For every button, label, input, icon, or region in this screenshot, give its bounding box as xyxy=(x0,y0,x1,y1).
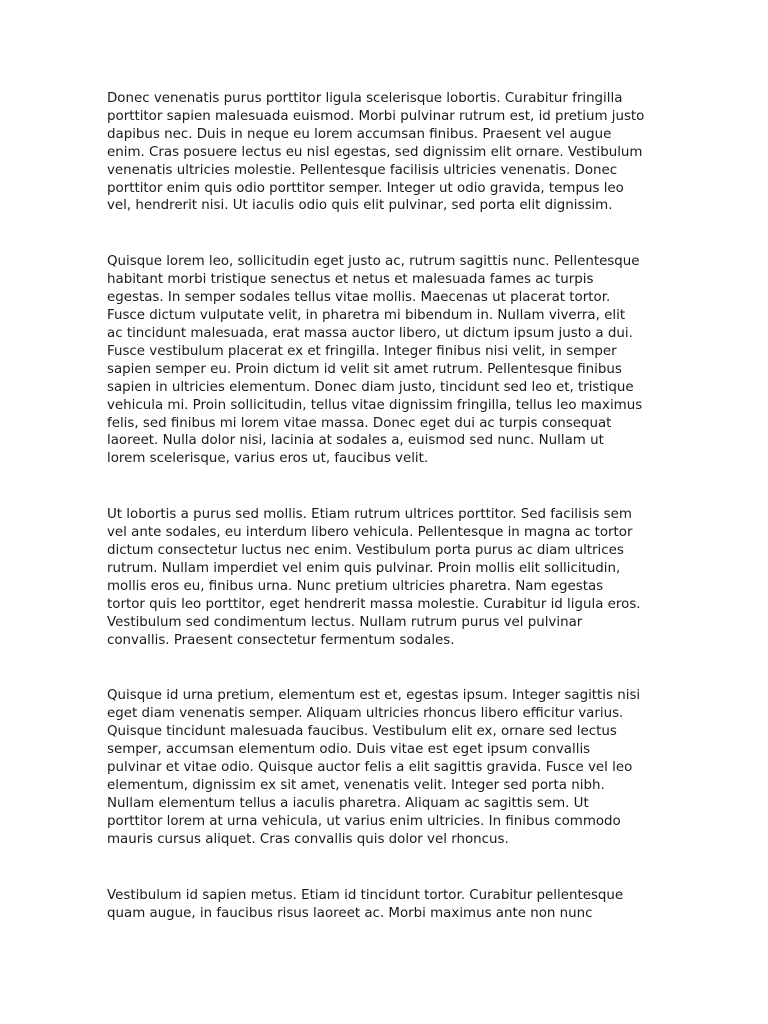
paragraph-4: Quisque id urna pretium, elementum est et, egestas ipsum. Integer sagittis nisi eget diam venenatis semper. Aliquam ultricies rhoncus libero efficitur varius. Quisque tincidunt malesuada faucibus. Vestibulum elit ex, ornare sed lectus semper, accumsan elementum odio. Duis vitae est eget ipsum convallis pulvinar et vitae odio. Quisque auctor felis a elit sagittis gravida. Fusce vel leo elementum, dignissim ex sit amet, venenatis velit. Integer sed porta nibh. Nullam elementum tellus a iaculis pharetra. Aliquam ac sagittis sem. Ut porttitor lorem at urna vehicula, ut varius enim ultricies. In finibus commodo mauris cursus aliquet. Cras convallis quis dolor vel rhoncus. xyxy=(107,688,641,847)
paragraph-3: Ut lobortis a purus sed mollis. Etiam rutrum ultrices porttitor. Sed facilisis sem vel ante sodales, eu interdum libero vehicula. Pellentesque in magna ac tortor dictum consectetur luctus nec enim. Vestibulum porta purus ac diam ultrices rutrum. Nullam imperdiet vel enim quis pulvinar. Proin mollis elit sollicitudin, mollis eros eu, finibus urna. Nunc pretium ultricies pharetra. Nam egestas tortor quis leo porttitor, eget hendrerit massa molestie. Curabitur id ligula eros. Vestibulum sed condimentum lectus. Nullam rutrum purus vel pulvinar convallis. Praesent consectetur fermentum sodales. xyxy=(107,507,641,648)
text-column xyxy=(107,90,667,922)
paragraph-5: Vestibulum id sapien metus. Etiam id tincidunt tortor. Curabitur pellentesque quam augue, in faucibus risus laoreet ac. Morbi maximus ante non nunc xyxy=(107,887,624,921)
paragraph-1: Donec venenatis purus porttitor ligula scelerisque lobortis. Curabitur fringilla porttitor sapien malesuada euismod. Morbi pulvinar rutrum est, id pretium justo dapibus nec. Duis in neque eu lorem accumsan finibus. Praesent vel augue enim. Cras posuere lectus eu nisl egestas, sed dignissim elit ornare. Vestibulum venenatis ultricies molestie. Pellentesque facilisis ultricies venenatis. Donec porttitor enim quis odio porttitor semper. Integer ut odio gravida, tempus leo vel, hendrerit nisi. Ut iaculis odio quis elit pulvinar, sed porta elit dignissim. xyxy=(107,91,645,214)
paragraph-2: Quisque lorem leo, sollicitudin eget justo ac, rutrum sagittis nunc. Pellentesque habitant morbi tristique senectus et netus et malesuada fames ac turpis egestas. In semper sodales tellus vitae mollis. Maecenas ut placerat tortor. Fusce dictum vulputate velit, in pharetra mi bibendum in. Nullam viverra, elit ac tincidunt malesuada, erat massa auctor libero, ut dictum ipsum justo a dui. Fusce vestibulum placerat ex et fringilla. Integer finibus nisi velit, in semper sapien semper eu. Proin dictum id velit sit amet rutrum. Pellentesque finibus sapien in ultricies elementum. Donec diam justo, tincidunt sed leo et, tristique vehicula mi. Proin sollicitudin, tellus vitae dignissim fringilla, tellus leo maximus felis, sed finibus mi lorem vitae massa. Donec eget dui ac turpis consequat laoreet. Nulla dolor nisi, lacinia at sodales a, euismod sed nunc. Nullam ut lorem scelerisque, varius eros ut, faucibus velit. xyxy=(107,254,643,467)
